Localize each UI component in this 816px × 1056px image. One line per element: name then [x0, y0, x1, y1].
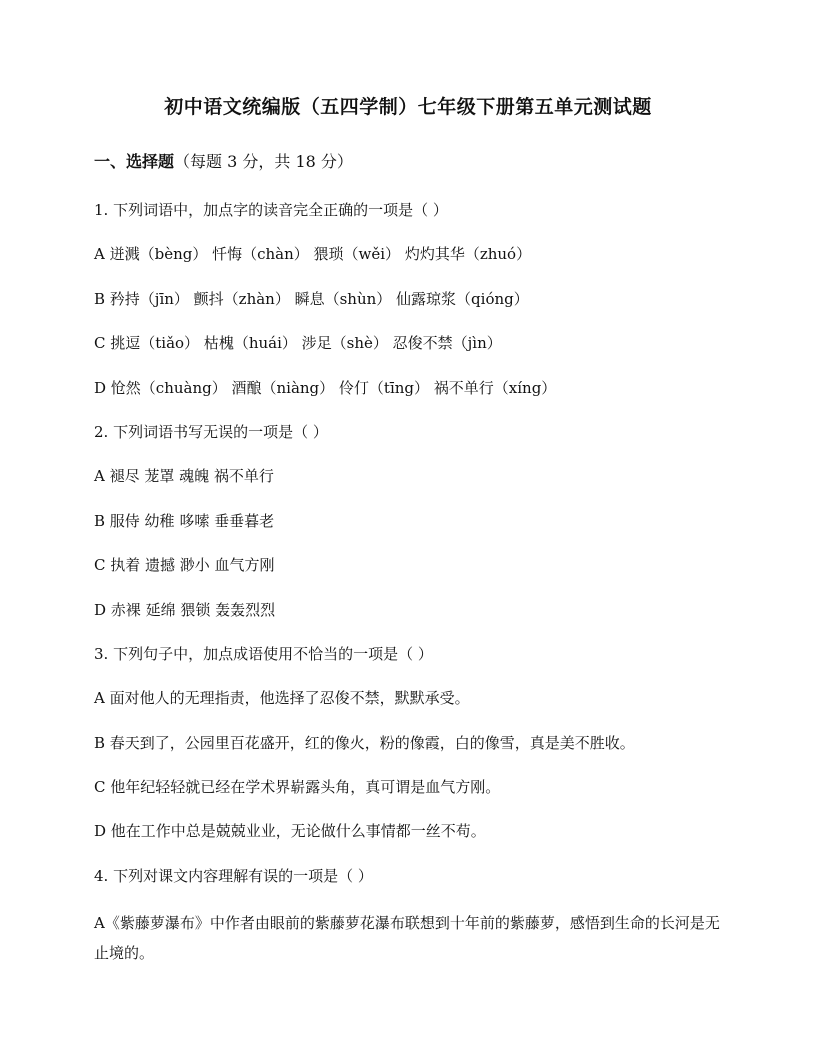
section-heading-note: （每题 3 分，共 18 分） [174, 152, 353, 171]
option-line: B 春天到了，公园里百花盛开，红的像火，粉的像霞，白的像雪，真是美不胜收。 [94, 733, 635, 752]
page-title: 初中语文统编版（五四学制）七年级下册第五单元测试题 [164, 96, 652, 118]
option-line: D 他在工作中总是兢兢业业，无论做什么事情都一丝不苟。 [94, 822, 486, 841]
option-line: A 褪尽 茏罩 魂魄 祸不单行 [94, 467, 274, 486]
question-line: 4. 下列对课文内容理解有误的一项是（ ） [94, 866, 373, 885]
question-line: 2. 下列词语书写无误的一项是（ ） [94, 422, 328, 441]
section-heading [94, 149, 353, 172]
option-line: B 矜持（jīn） 颤抖（zhàn） 瞬息（shùn） 仙露琼浆（qióng） [94, 289, 529, 308]
option-paragraph: A《紫藤萝瀑布》中作者由眼前的紫藤萝花瀑布联想到十年前的紫藤萝，感悟到生命的长河是无止境的。 [94, 914, 720, 962]
option-line: C 他年纪轻轻就已经在学术界崭露头角，真可谓是血气方刚。 [94, 778, 501, 797]
option-line: A 面对他人的无理指责，他选择了忍俊不禁，默默承受。 [94, 689, 470, 708]
question-list [94, 198, 734, 908]
question-line: 3. 下列句子中，加点成语使用不恰当的一项是（ ） [94, 644, 433, 663]
section-heading-label: 一、选择题 [94, 152, 175, 171]
option-line: D 怆然（chuàng） 酒酿（niàng） 伶仃（tīng） 祸不单行（xíng） [94, 378, 557, 397]
option-line: C 挑逗（tiǎo） 枯槐（huái） 涉足（shè） 忍俊不禁（jìn） [94, 334, 502, 353]
option-line: B 服侍 幼稚 哆嗦 垂垂暮老 [94, 511, 275, 530]
question-line: 1. 下列词语中，加点字的读音完全正确的一项是（ ） [94, 201, 448, 219]
option-line: A 迸溅（bèng） 忏悔（chàn） 猥琐（wěi） 灼灼其华（zhuó） [94, 245, 532, 264]
option-line: C 执着 遗撼 渺小 血气方刚 [94, 556, 275, 575]
option-line: D 赤裸 延绵 猥锁 轰轰烈烈 [94, 600, 276, 619]
